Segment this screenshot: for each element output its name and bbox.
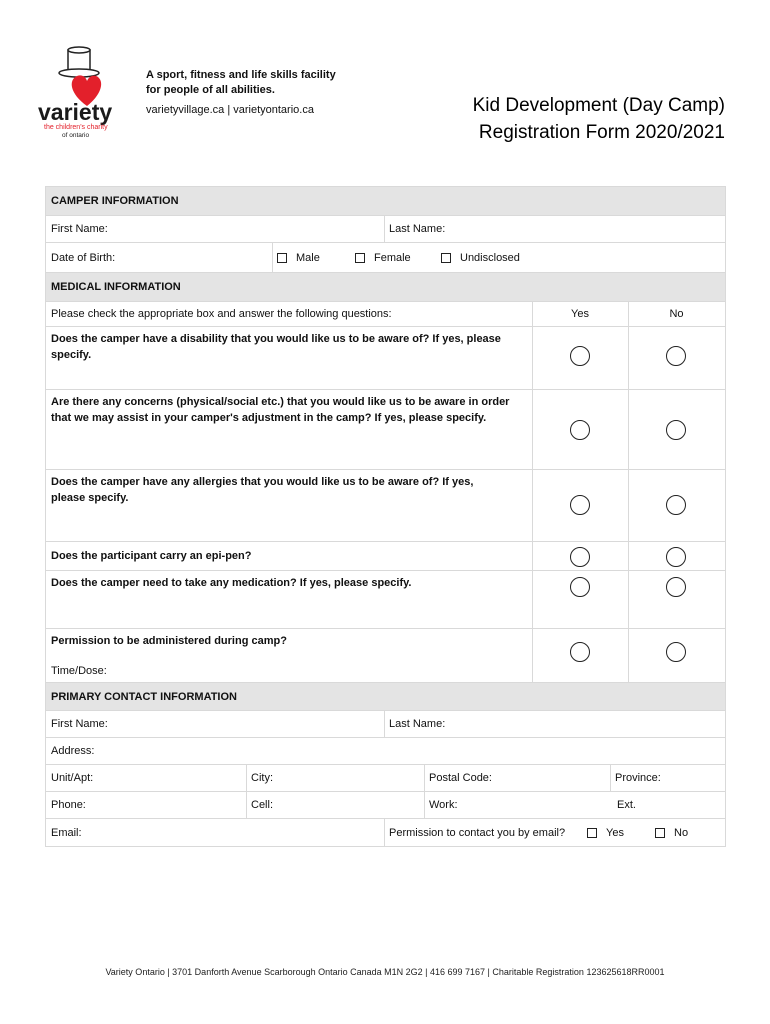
medical-instruction-row: Please check the appropriate box and answer the following questions: Yes No <box>46 302 725 327</box>
checkbox-icon <box>655 828 665 838</box>
camper-first-name-field[interactable]: First Name: <box>51 223 108 235</box>
svg-text:the children's charity: the children's charity <box>44 124 108 131</box>
camper-section-header: CAMPER INFORMATION <box>46 187 725 216</box>
postal-code-field[interactable]: Postal Code: <box>429 772 492 784</box>
contact-section-header: PRIMARY CONTACT INFORMATION <box>46 683 725 711</box>
q1-yes-radio[interactable] <box>570 346 590 366</box>
contact-first-name-field[interactable]: First Name: <box>51 718 108 730</box>
camper-last-name-field[interactable]: Last Name: <box>389 223 446 235</box>
email-permission-yes-checkbox[interactable]: Yes <box>582 819 624 846</box>
q5-no-radio[interactable] <box>666 577 686 597</box>
contact-phone-row <box>46 792 725 819</box>
contact-location-row <box>46 765 725 792</box>
footer: Variety Ontario | 3701 Danforth Avenue Scarborough Ontario Canada M1N 2G2 | 416 699 7167 | Charitable Registration 123625618RR0001 <box>105 967 665 977</box>
unit-field[interactable]: Unit/Apt: <box>51 772 94 784</box>
time-dose-field[interactable]: Time/Dose: <box>51 665 107 677</box>
registration-form <box>45 186 726 847</box>
q1-no-radio[interactable] <box>666 346 686 366</box>
q3-no-radio[interactable] <box>666 495 686 515</box>
q2-yes-radio[interactable] <box>570 420 590 440</box>
q6-yes-radio[interactable] <box>570 642 590 662</box>
camper-dob-field[interactable]: Date of Birth: <box>51 251 116 264</box>
tagline: A sport, fitness and life skills facility for people of all abilities. <box>146 69 336 96</box>
q4-yes-radio[interactable] <box>570 547 590 567</box>
q6-no-radio[interactable] <box>666 642 686 662</box>
q2-no-radio[interactable] <box>666 420 686 440</box>
email-permission-no-checkbox[interactable]: No <box>650 819 688 846</box>
q5-yes-radio[interactable] <box>570 577 590 597</box>
medical-question-row: Are there any concerns (physical/social etc.) that you would like us to be aware in order that we may assist in your camper's adjustment in the camp? If yes, please specify. <box>46 390 725 470</box>
svg-text:of ontario: of ontario <box>62 132 90 139</box>
gender-undisclosed-checkbox[interactable]: Undisclosed <box>436 243 520 272</box>
contact-name-row <box>46 711 725 738</box>
gender-male-checkbox[interactable]: Male <box>272 243 320 272</box>
contact-email-row: Email: Permission to contact you by email? Yes No <box>46 819 725 846</box>
medical-question-row: Does the camper have any allergies that you would like us to be aware of? If yes, please specify. <box>46 470 725 542</box>
medical-question-row: Does the camper have a disability that you would like us to be aware of? If yes, please specify. <box>46 327 725 390</box>
gender-female-checkbox[interactable]: Female <box>350 243 411 272</box>
website-links[interactable]: varietyvillage.ca | varietyontario.ca <box>146 104 314 116</box>
ext-field[interactable]: Ext. <box>617 799 636 811</box>
phone-field[interactable]: Phone: <box>51 799 86 811</box>
city-field[interactable]: City: <box>251 772 273 784</box>
camper-dob-row <box>46 243 725 273</box>
variety-logo <box>30 46 135 141</box>
top-hat-icon <box>59 47 99 77</box>
q3-yes-radio[interactable] <box>570 495 590 515</box>
email-field[interactable]: Email: <box>51 826 82 839</box>
medical-question-row: Does the participant carry an epi-pen? <box>46 542 725 571</box>
q4-no-radio[interactable] <box>666 547 686 567</box>
checkbox-icon <box>277 253 287 263</box>
cell-field[interactable]: Cell: <box>251 799 274 811</box>
contact-last-name-field[interactable]: Last Name: <box>389 718 446 730</box>
medical-section-header: MEDICAL INFORMATION <box>46 273 725 302</box>
svg-text:variety: variety <box>38 99 113 125</box>
medical-question-row: Does the camper need to take any medication? If yes, please specify. <box>46 571 725 629</box>
contact-address-row <box>46 738 725 765</box>
checkbox-icon <box>587 828 597 838</box>
province-field[interactable]: Province: <box>615 772 661 784</box>
camper-name-row <box>46 216 725 243</box>
checkbox-icon <box>441 253 451 263</box>
checkbox-icon <box>355 253 365 263</box>
address-field[interactable]: Address: <box>51 745 95 757</box>
work-field[interactable]: Work: <box>429 799 458 811</box>
page-title: Kid Development (Day Camp) Registration Form 2020/2021 <box>472 95 725 143</box>
medical-question-row: Permission to be administered during camp? Time/Dose: <box>46 629 725 683</box>
